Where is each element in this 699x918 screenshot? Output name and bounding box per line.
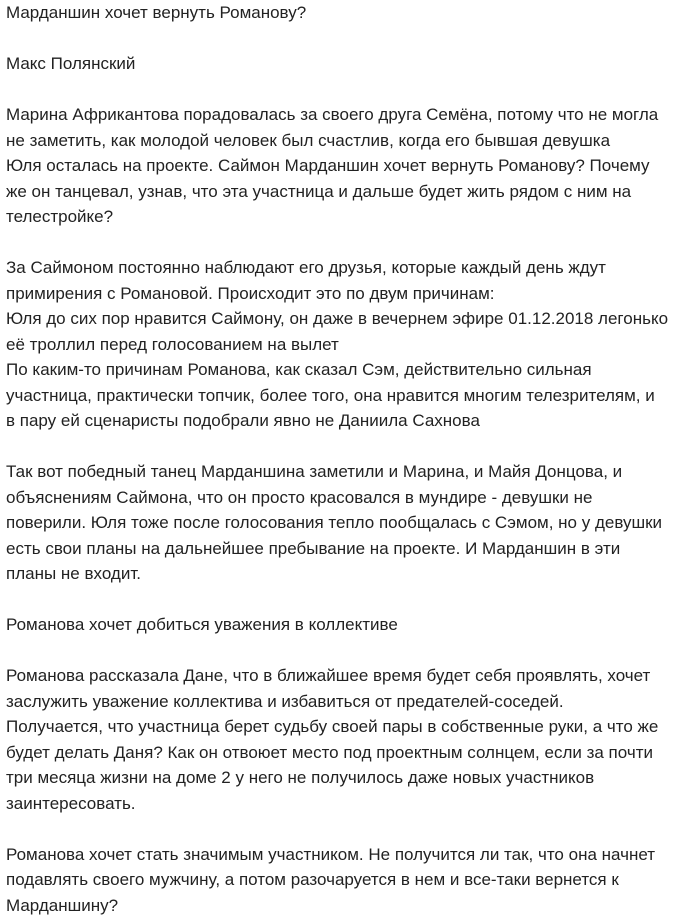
- subheading-text: Романова хочет добиться уважения в коллективе: [6, 612, 696, 638]
- paragraph-line: Так вот победный танец Марданшина заметили и Марина, и Майя Донцова, и: [6, 459, 696, 485]
- paragraph-reasons: [6, 255, 696, 434]
- paragraph-line: Юля осталась на проекте. Саймон Марданшин хочет вернуть Романову? Почему: [6, 153, 696, 179]
- paragraph-line: же он танцевал, узнав, что эта участница и дальше будет жить рядом с ним на: [6, 179, 696, 205]
- paragraph-line: будет делать Даня? Как он отвоюет место под проектным солнцем, если за почти: [6, 740, 696, 766]
- paragraph-line: три месяца жизни на доме 2 у него не получилось даже новых участников: [6, 765, 696, 791]
- paragraph-respect: [6, 663, 696, 816]
- paragraph-line: участница, практически топчик, более того, она нравится многим телезрителям, и: [6, 383, 696, 409]
- paragraph-line: телестройке?: [6, 204, 696, 230]
- paragraph-gap: [6, 638, 696, 664]
- paragraph-line: Романова хочет стать значимым участником. Не получится ли так, что она начнет: [6, 842, 696, 868]
- paragraph-line: объяснениям Саймона, что он просто красовался в мундире - девушки не: [6, 485, 696, 511]
- paragraph-line: планы не входит.: [6, 561, 696, 587]
- article-author: [6, 51, 696, 77]
- paragraph-line: есть свои планы на дальнейшее пребывание на проекте. И Марданшин в эти: [6, 536, 696, 562]
- paragraph-line: её троллил перед голосованием на вылет: [6, 332, 696, 358]
- article-title-text: Марданшин хочет вернуть Романову?: [6, 0, 696, 26]
- paragraph-gap: [6, 230, 696, 256]
- paragraph-line: не заметить, как молодой человек был счастлив, когда его бывшая девушка: [6, 128, 696, 154]
- paragraph-intro: [6, 102, 696, 230]
- paragraph-dance: [6, 459, 696, 587]
- paragraph-line: заинтересовать.: [6, 791, 696, 817]
- article: [6, 0, 696, 918]
- paragraph-gap: [6, 77, 696, 103]
- paragraph-line: подавлять своего мужчину, а потом разочаруется в нем и все-таки вернется к: [6, 867, 696, 893]
- paragraph-line: Романова рассказала Дане, что в ближайшее время будет себя проявлять, хочет: [6, 663, 696, 689]
- article-title: [6, 0, 696, 26]
- paragraph-gap: [6, 587, 696, 613]
- paragraph-line: Марданшину?: [6, 893, 696, 918]
- paragraph-line: За Саймоном постоянно наблюдают его друзья, которые каждый день ждут: [6, 255, 696, 281]
- paragraph-line: Получается, что участница берет судьбу своей пары в собственные руки, а что же: [6, 714, 696, 740]
- paragraph-line: Марина Африкантова порадовалась за своего друга Семёна, потому что не могла: [6, 102, 696, 128]
- paragraph-line: в пару ей сценаристы подобрали явно не Даниила Сахнова: [6, 408, 696, 434]
- paragraph-line: По каким-то причинам Романова, как сказал Сэм, действительно сильная: [6, 357, 696, 383]
- paragraph-line: Юля до сих пор нравится Саймону, он даже в вечернем эфире 01.12.2018 легонько: [6, 306, 696, 332]
- paragraph-line: заслужить уважение коллектива и избавиться от предателей-соседей.: [6, 689, 696, 715]
- paragraph-gap: [6, 434, 696, 460]
- author-name: Макс Полянский: [6, 51, 696, 77]
- paragraph-line: поверили. Юля тоже после голосования тепло пообщалась с Сэмом, но у девушки: [6, 510, 696, 536]
- paragraph-gap: [6, 816, 696, 842]
- paragraph-gap: [6, 26, 696, 52]
- section-subheading: [6, 612, 696, 638]
- paragraph-line: примирения с Романовой. Происходит это по двум причинам:: [6, 281, 696, 307]
